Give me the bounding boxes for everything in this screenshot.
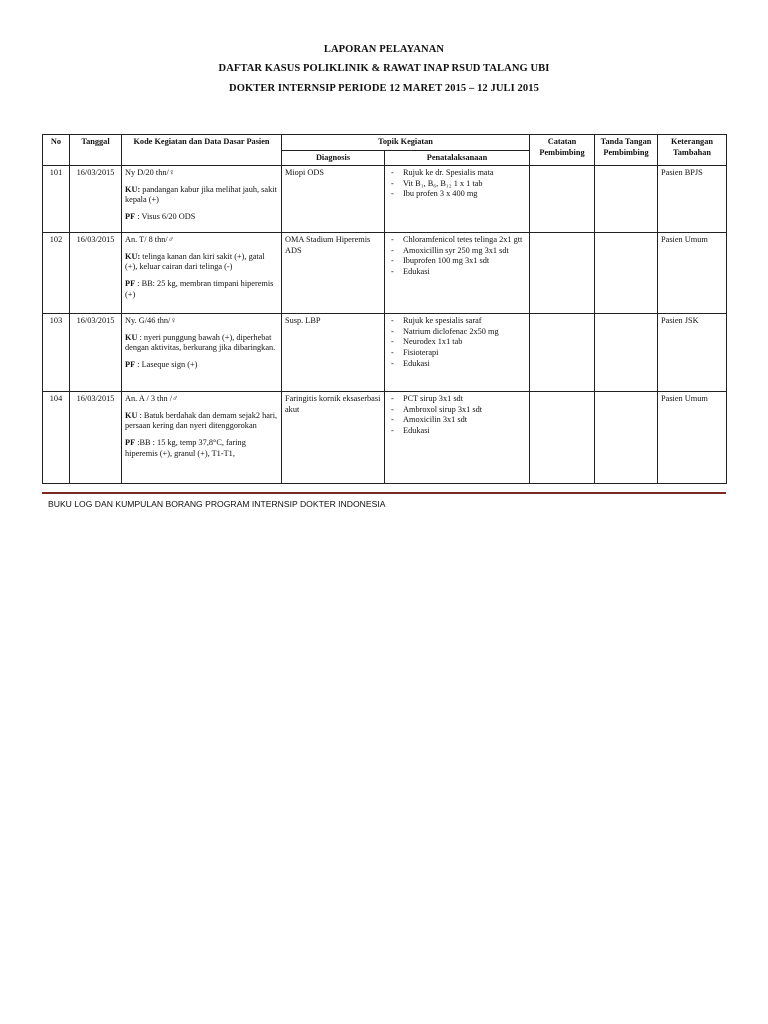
treatment-item: - Rujuk ke dr. Spesialis mata: [388, 168, 526, 179]
document-header: [0, 44, 768, 94]
pf-label: PF: [125, 212, 136, 222]
footer-divider: [42, 492, 726, 494]
patient-id: An. T/ 8 thn/♂: [125, 235, 174, 245]
column-header-kode: Kode Kegiatan dan Data Dasar Pasien: [122, 135, 282, 166]
table-row: [43, 166, 727, 233]
treatment-item: - Natrium diclofenac 2x50 mg: [388, 327, 526, 338]
treatment-item: - Ibuprofen 100 mg 3x1 sdt: [388, 256, 526, 267]
patient-id: Ny D/20 thn/♀: [125, 168, 176, 178]
cell-diagnosis: Faringitis kornik eksaserbasi akut: [282, 392, 385, 484]
cell-tanggal: 16/03/2015: [70, 233, 122, 314]
treatment-item: - Chloramfenicol tetes telinga 2x1 gtt: [388, 235, 526, 246]
pf-note: [125, 360, 278, 371]
cell-keterangan: Pasien Umum: [658, 392, 727, 484]
cell-tanda: [595, 233, 658, 314]
pf-label: PF: [125, 438, 136, 448]
ku-text: telinga kanan dan kiri sakit (+), gatal (+), keluar cairan dari telinga (-): [125, 251, 265, 272]
treatment-item: - Edukasi: [388, 359, 526, 370]
cell-catatan: [530, 166, 595, 233]
ku-label: KU:: [125, 184, 141, 194]
column-header-topik: Topik Kegiatan: [282, 135, 530, 151]
cell-patient-data: [122, 166, 282, 233]
treatment-item: - PCT sirup 3x1 sdt: [388, 394, 526, 405]
cell-no: 104: [43, 392, 70, 484]
cell-penatalaksanaan: [385, 166, 530, 233]
cell-tanggal: 16/03/2015: [70, 166, 122, 233]
case-log-table: [42, 134, 727, 484]
ku-label: KU: [125, 332, 138, 342]
ku-text: : Batuk berdahak dan demam sejak2 hari, persaan kering dan nyeri ditenggorokan: [125, 410, 278, 431]
column-header-penatalaksanaan: Penatalaksanaan: [385, 150, 530, 166]
cell-diagnosis: Miopi ODS: [282, 166, 385, 233]
pf-note: [125, 212, 278, 223]
column-header-tanda: Tanda Tangan Pembimbing: [595, 135, 658, 166]
treatment-item: - Edukasi: [388, 267, 526, 278]
column-header-keterangan: Keterangan Tambahan: [658, 135, 727, 166]
report-title: LAPORAN PELAYANAN: [323, 44, 445, 55]
ku-note: [125, 185, 278, 206]
cell-no: 101: [43, 166, 70, 233]
footer-text: BUKU LOG DAN KUMPULAN BORANG PROGRAM INTERNSIP DOKTER INDONESIA: [48, 499, 386, 509]
pf-note: [125, 438, 278, 459]
cell-diagnosis: OMA Stadium Hiperemis ADS: [282, 233, 385, 314]
ku-text: pandangan kabur jika melihat jauh, sakit kepala (+): [125, 184, 277, 205]
pf-text: : Laseque sign (+): [135, 360, 198, 370]
treatment-list: [388, 235, 526, 277]
treatment-item: - Amoxicillin syr 250 mg 3x1 sdt: [388, 246, 526, 257]
cell-patient-data: [122, 392, 282, 484]
column-header-catatan: Catatan Pembimbing: [530, 135, 595, 166]
report-period: DOKTER INTERNSIP PERIODE 12 MARET 2015 – 12 JULI 2015: [229, 83, 539, 94]
treatment-item: - Neurodex 1x1 tab: [388, 337, 526, 348]
cell-tanda: [595, 166, 658, 233]
cell-keterangan: Pasien Umum: [658, 233, 727, 314]
cell-keterangan: Pasien BPJS: [658, 166, 727, 233]
ku-note: [125, 333, 278, 354]
cell-tanggal: 16/03/2015: [70, 314, 122, 392]
cell-keterangan: Pasien JSK: [658, 314, 727, 392]
treatment-item: - Rujuk ke spesialis saraf: [388, 316, 526, 327]
cell-catatan: [530, 392, 595, 484]
cell-catatan: [530, 314, 595, 392]
ku-label: KU: [125, 410, 138, 420]
ku-note: [125, 252, 278, 273]
table-header-row: [43, 135, 727, 151]
cell-diagnosis: Susp. LBP: [282, 314, 385, 392]
ku-note: [125, 411, 278, 432]
treatment-list: [388, 394, 526, 436]
treatment-item: - Ibu profen 3 x 400 mg: [388, 189, 526, 200]
cell-tanda: [595, 392, 658, 484]
report-subtitle: DAFTAR KASUS POLIKLINIK & RAWAT INAP RSUD TALANG UBI: [218, 63, 550, 74]
treatment-item: - Amoxicilin 3x1 sdt: [388, 415, 526, 426]
column-header-tanggal: Tanggal: [70, 135, 122, 166]
cell-no: 102: [43, 233, 70, 314]
table-row: [43, 314, 727, 392]
treatment-item: - Vit B₁, B₆, B₁₂ 1 x 1 tab: [388, 179, 526, 190]
pf-text: : Visus 6/20 ODS: [135, 212, 196, 222]
table-row: [43, 233, 727, 314]
treatment-list: [388, 168, 526, 200]
treatment-item: - Ambroxol sirup 3x1 sdt: [388, 405, 526, 416]
cell-tanda: [595, 314, 658, 392]
cell-penatalaksanaan: [385, 392, 530, 484]
pf-text: :BB : 15 kg, temp 37,8°C, faring hiperemis (+), granul (+), T1-T1,: [125, 438, 246, 458]
ku-text: : nyeri punggung bawah (+), diperhebat dengan aktivitas, berkurang jika dibaringkan.: [125, 332, 276, 353]
pf-note: [125, 279, 278, 300]
column-header-diagnosis: Diagnosis: [282, 150, 385, 166]
cell-penatalaksanaan: [385, 314, 530, 392]
treatment-list: [388, 316, 526, 369]
cell-catatan: [530, 233, 595, 314]
cell-no: 103: [43, 314, 70, 392]
ku-label: KU:: [125, 251, 141, 261]
pf-text: : BB: 25 kg, membran timpani hiperemis (+): [125, 279, 274, 299]
table-row: [43, 392, 727, 484]
treatment-item: - Edukasi: [388, 426, 526, 437]
cell-patient-data: [122, 314, 282, 392]
pf-label: PF: [125, 279, 136, 289]
treatment-item: - Fisioterapi: [388, 348, 526, 359]
pf-label: PF: [125, 360, 136, 370]
cell-patient-data: [122, 233, 282, 314]
patient-id: Ny. G/46 thn/♀: [125, 316, 177, 326]
patient-id: An. A / 3 thn /♂: [125, 394, 179, 404]
cell-tanggal: 16/03/2015: [70, 392, 122, 484]
column-header-no: No: [43, 135, 70, 166]
cell-penatalaksanaan: [385, 233, 530, 314]
